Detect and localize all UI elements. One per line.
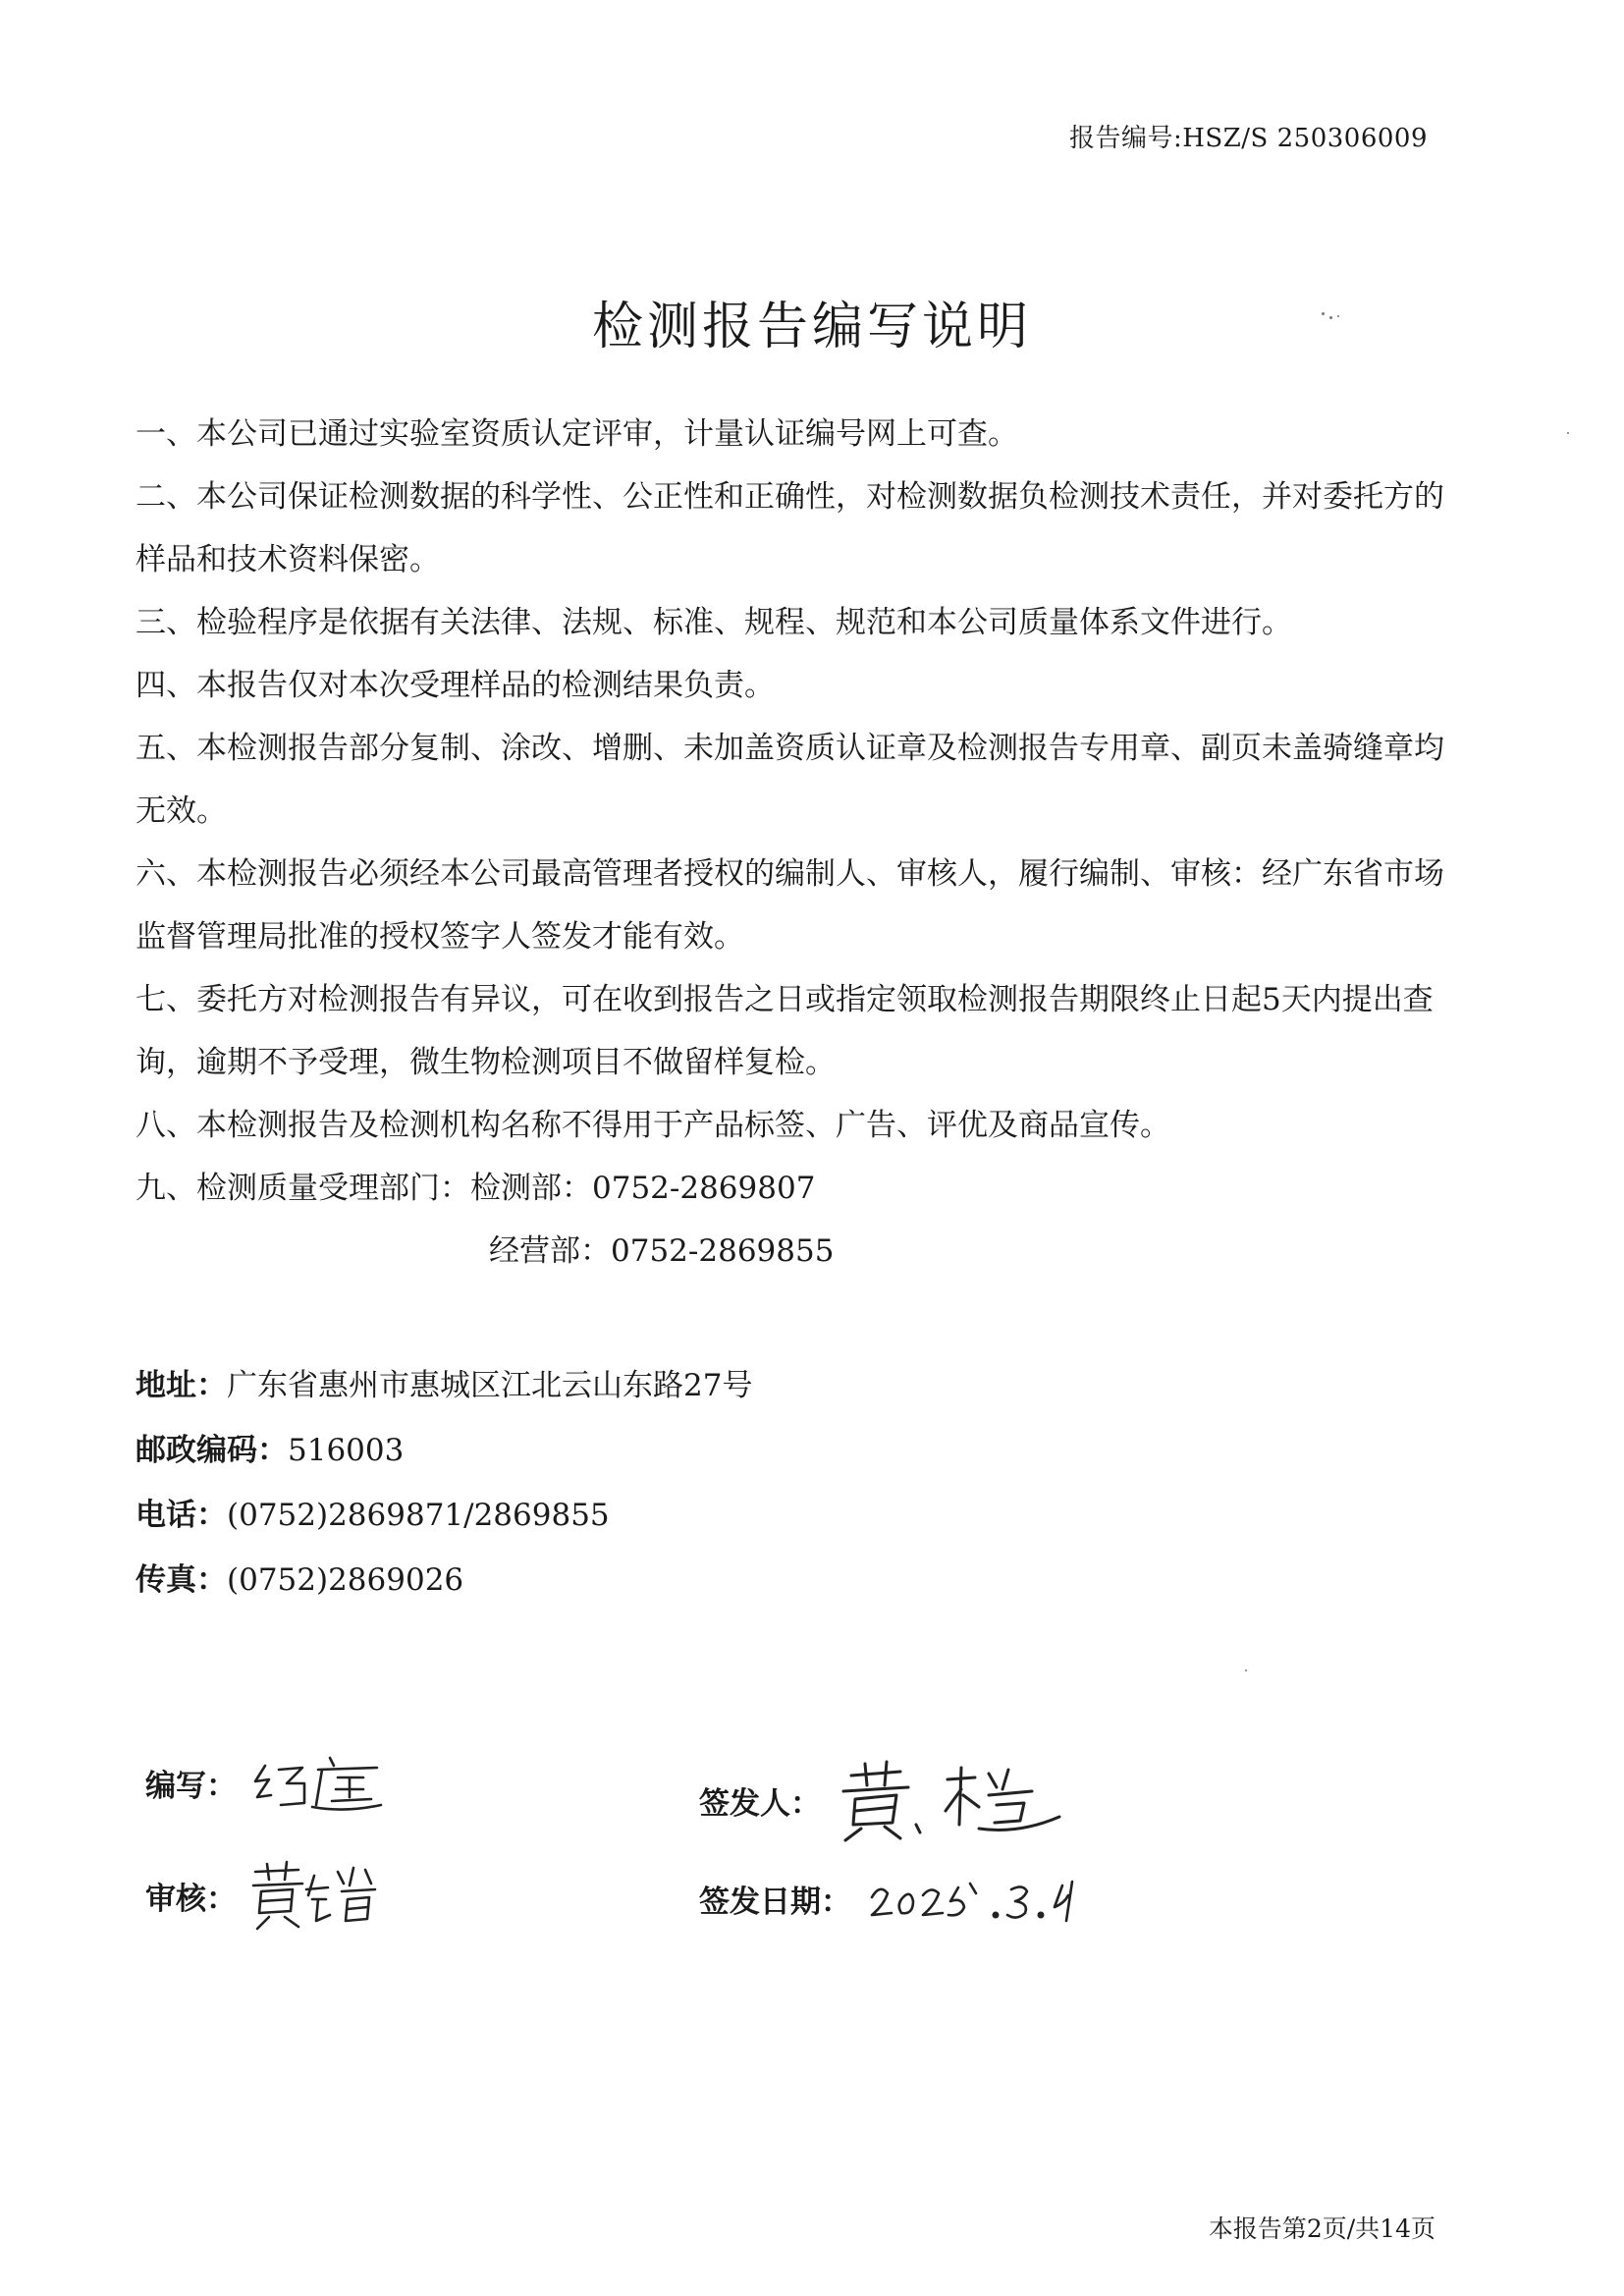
note-item: 九、检测质量受理部门：检测部：0752-2869807 [135,1171,816,1206]
writer-row [145,1748,395,1817]
address-label: 地址： [135,1368,227,1403]
address-value: 广东省惠州市惠城区江北云山东路27号 [227,1368,753,1403]
contact-block [135,1353,752,1613]
report-number: 报告编号:HSZ/S 250306009 [1068,124,1428,153]
issuer-label: 签发人： [699,1785,821,1822]
issuer-row [699,1756,1067,1844]
page-title: 检测报告编写说明 [591,298,1032,356]
fax-row [135,1548,752,1613]
scan-speck [1245,1669,1247,1671]
writer-label: 编写： [145,1768,237,1804]
note-item-continuation: 经营部：0752-2869855 [489,1233,835,1269]
note-item: 一、本公司已通过实验室资质认定评审，计量认证编号网上可查。 [135,416,1018,452]
notes-list [135,403,1451,1283]
postcode-row [135,1418,752,1483]
note-item: 四、本报告仅对本次受理样品的检测结果负责。 [135,668,775,703]
page-info: 本报告第2页/共14页 [1208,2214,1435,2243]
scan-speck [1337,315,1339,317]
scan-speck [1567,432,1569,434]
scan-speck [1329,316,1332,319]
issue-date-row [699,1864,1117,1933]
fax-value: (0752)2869026 [227,1562,464,1598]
postcode-value: 516003 [288,1433,405,1468]
note-item: 七、委托方对检测报告有异议，可在收到报告之日或指定领取检测报告期限终止日起5天内提出查询，逾期不予受理，微生物检测项目不做留样复检。 [135,982,1434,1080]
scan-speck [1322,312,1325,315]
issue-date-signature [862,1864,1117,1933]
issuer-signature [832,1756,1067,1844]
phone-row [135,1483,752,1548]
note-item: 八、本检测报告及检测机构名称不得用于产品标签、广告、评优及商品宣传。 [135,1108,1170,1143]
phone-label: 电话： [135,1498,227,1533]
note-item: 二、本公司保证检测数据的科学性、公正性和正确性，对检测数据负检测技术责任，并对委托方的样品和技术资料保密。 [135,479,1444,577]
note-item: 六、本检测报告必须经本公司最高管理者授权的编制人、审核人，履行编制、审核：经广东省市场监督管理局批准的授权签字人签发才能有效。 [135,856,1444,955]
phone-value: (0752)2869871/2869855 [227,1498,610,1533]
fax-label: 传真： [135,1562,227,1598]
reviewer-signature [247,1856,395,1935]
address-row [135,1353,752,1418]
note-item: 三、检验程序是依据有关法律、法规、标准、规程、规范和本公司质量体系文件进行。 [135,605,1292,640]
issue-date-label: 签发日期： [699,1884,851,1920]
writer-signature [247,1748,395,1817]
note-item: 五、本检测报告部分复制、涂改、增删、未加盖资质认证章及检测报告专用章、副页未盖骑缝章均无效。 [135,731,1444,829]
postcode-label: 邮政编码： [135,1433,288,1468]
reviewer-row [145,1856,395,1935]
reviewer-label: 审核： [145,1881,237,1917]
